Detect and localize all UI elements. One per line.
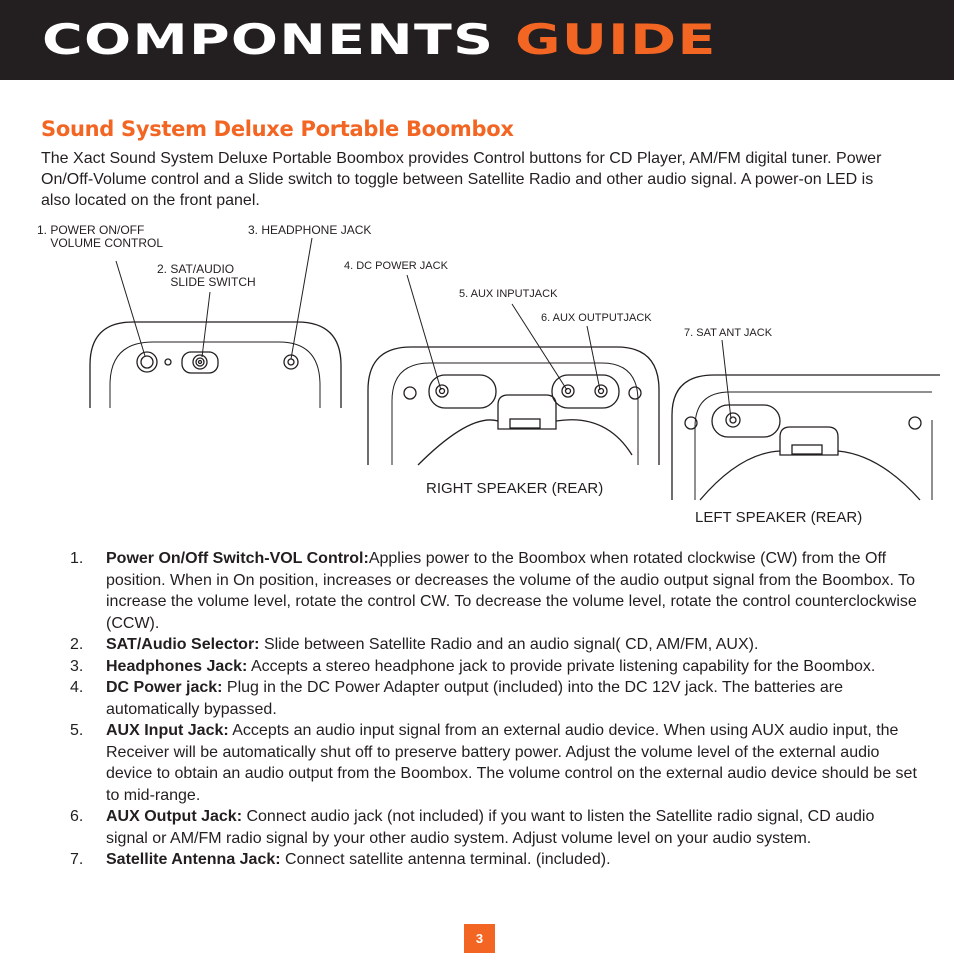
page-title-part1: COMPONENTS — [42, 15, 495, 64]
list-item: 2. SAT/Audio Selector: Slide between Satellite Radio and an audio signal( CD, AM/FM, AUX). — [70, 636, 759, 653]
item-term: SAT/Audio Selector: — [106, 636, 260, 653]
intro-paragraph: The Xact Sound System Deluxe Portable Boombox provides Control buttons for CD Player, AM/FM digital tuner. Power On/Off-Volume control and a Slide switch to toggle between Satellite Radio and other audio signal. A power-on LED is also located on the front panel. — [41, 150, 882, 209]
item-term: Headphones Jack: — [106, 657, 248, 675]
callout-dc-power-jack: 4. DC POWER JACK — [344, 260, 448, 272]
item-description: Accepts an audio input signal from an external audio device. When using AUX audio input, the Receiver will be automatically shut off to preserve battery power. Adjust the volume level of the external audio device to obtain an audio output from the Boombox. The volume control on the external audio device should be set to mid-range. — [106, 722, 917, 804]
item-term: Satellite Antenna Jack: — [106, 851, 281, 868]
power-knob-icon — [137, 352, 157, 372]
sat-ant-jack-icon — [712, 405, 780, 437]
page-number: 3 — [464, 924, 495, 953]
item-description: Plug in the DC Power Adapter output (included) into the DC 12V jack. The batteries are automatically bypassed. — [106, 679, 843, 718]
list-item: 7. Satellite Antenna Jack: Connect satellite antenna terminal. (included). — [70, 851, 611, 868]
callout-power-volume: 1. POWER ON/OFF VOLUME CONTROL — [37, 223, 164, 250]
item-term: Power On/Off Switch-VOL Control: — [106, 550, 369, 567]
item-term: AUX Input Jack: — [106, 722, 229, 739]
section-title: Sound System Deluxe Portable Boombox — [41, 117, 514, 141]
callout-headphone-jack: 3. HEADPHONE JACK — [248, 223, 372, 237]
components-diagram — [0, 215, 954, 545]
callout-sat-audio-switch: 2. SAT/AUDIO SLIDE SWITCH — [157, 262, 256, 289]
item-description: Accepts a stereo headphone jack to provide private listening capability for the Boombox. — [247, 657, 876, 675]
item-term: DC Power jack: — [106, 679, 223, 696]
page-title-part2: GUIDE — [514, 15, 717, 64]
item-description: Applies power to the Boombox when rotated clockwise (CW) from the Off position. When in On position, increases or decreases the volume of the audio output signal from the Boombox. To increase the volume level, rotate the control CW. To decrease the volume level, rotate the control counterclockwise (CCW). — [106, 550, 917, 632]
list-item: 6. AUX Output Jack: Connect audio jack (not included) if you want to listen the Satellite radio signal, CD audio signal or AM/FM radio signal by your other audio system. Adjust volume level on your audio system. — [70, 808, 875, 847]
list-item: 3. Headphones Jack: Accepts a stereo headphone jack to provide private listening capability for the Boombox. — [70, 657, 876, 675]
power-led-icon — [165, 359, 171, 365]
callout-aux-input-jack: 5. AUX INPUTJACK — [459, 288, 558, 300]
front-panel-drawing — [90, 322, 341, 408]
left-speaker-drawing — [672, 375, 940, 500]
right-speaker-drawing — [368, 347, 659, 465]
components-list — [70, 548, 920, 871]
header-bar — [0, 0, 954, 80]
item-description: Connect audio jack (not included) if you want to listen the Satellite radio signal, CD audio signal or AM/FM radio signal by your other audio system. Adjust volume level on your audio system. — [106, 808, 875, 847]
right-speaker-caption: RIGHT SPEAKER (REAR) — [426, 480, 604, 497]
callout-aux-output-jack: 6. AUX OUTPUTJACK — [541, 312, 652, 324]
list-item: 4. DC Power jack: Plug in the DC Power Adapter output (included) into the DC 12V jack. The batteries are automatically bypassed. — [70, 679, 843, 718]
item-description: Connect satellite antenna terminal. (included). — [280, 851, 611, 868]
list-item: 1. Power On/Off Switch-VOL Control:Applies power to the Boombox when rotated clockwise (CW) from the Off position. When in On position, increases or decreases the volume of the audio output signal from the Boombox. To increase the volume level, rotate the control CW. To decrease the volume level, rotate the control counterclockwise (CCW). — [70, 550, 917, 632]
callout-sat-ant-jack: 7. SAT ANT JACK — [684, 327, 773, 339]
list-item: 5. AUX Input Jack: Accepts an audio input signal from an external audio device. When using AUX audio input, the Receiver will be automatically shut off to preserve battery power. Adjust the volume level of the external audio device to obtain an audio output from the Boombox. The volume control on the external audio device should be set to mid-range. — [70, 722, 917, 804]
page-title — [42, 14, 717, 66]
item-description: Slide between Satellite Radio and an audio signal( CD, AM/FM, AUX). — [259, 636, 759, 653]
item-term: AUX Output Jack: — [106, 808, 243, 825]
left-speaker-caption: LEFT SPEAKER (REAR) — [695, 509, 863, 526]
